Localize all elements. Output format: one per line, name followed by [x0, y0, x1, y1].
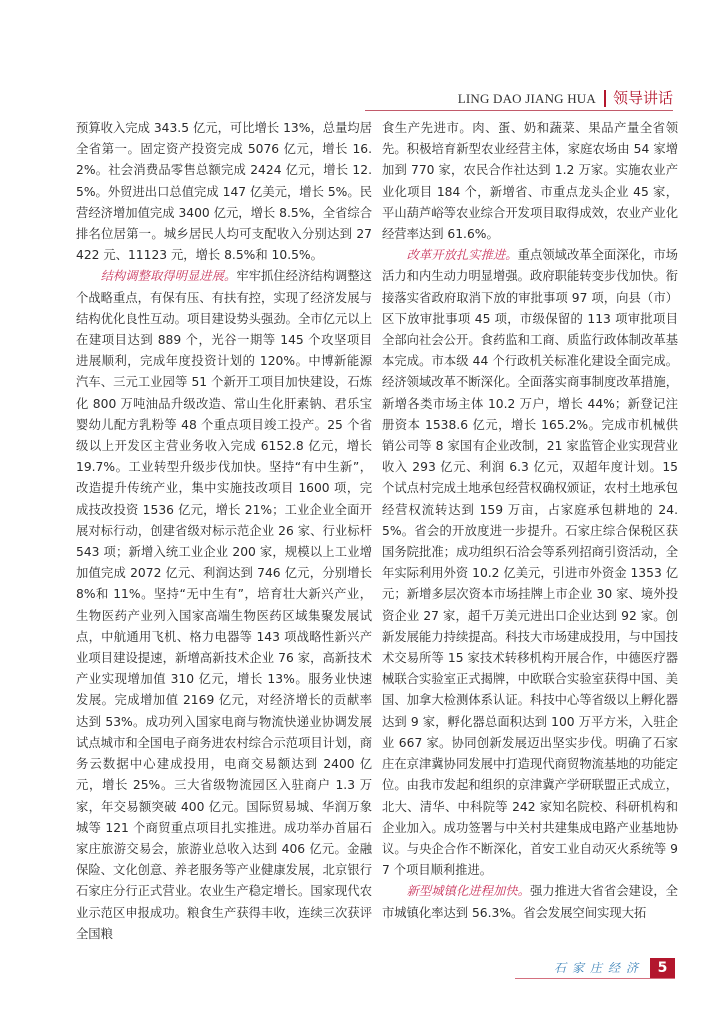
running-footer — [515, 958, 675, 979]
paragraph: 预算收入完成 343.5 亿元，可比增长 13%，总量均居全省第一。固定资产投资完成 5076 亿元，增长 16.2%。社会消费品零售总额完成 2424 亿元，增长 12.5%。外贸进出口总值完成 147 亿美元，增长 5%。民营经济增加值完成 3400 亿元，增长 8.5%，全省综合排名位居第一。城乡居民人均可支配收入分别达到 27422 元、11123 元，增长 8.5%和 10.5%。 — [76, 121, 372, 263]
paragraph-body: 牢牢抓住经济结构调整这个战略重点，有保有压、有扶有控，实现了经济发展与结构优化良性互动。项目建设势头强劲。全市亿元以上在建项目达到 889 个，光谷一期等 145 个攻坚项目进展顺利，完成年度投资计划的 120%。中博新能源汽车、三元工业园等 51 个新开工项目加快建设，石炼化 800 万吨油品升级改造、常山生化肝素钠、君乐宝婴幼儿配方乳粉等 48 个重点项目竣工投产。25 个省级以上开发区主营业务收入完成 6152.8 亿元，增长 19.7%。工业转型升级步伐加快。坚持“有中生新”，改造提升传统产业，集中实施技改项目 1600 项，完成技改投资 1536 亿元，增长 21%；工业企业全面开展对标行动，创建省级对标示范企业 26 家、行业标杆 543 项；新增入统工业企业 200 家，规模以上工业增加值完成 2072 亿元、利润达到 746 亿元，分别增长 8%和 11%。坚持“无中生有”，培育壮大新兴产业，生物医药产业列入国家高端生物医药区域集聚发展试点，中航通用飞机、格力电器等 143 项战略性新兴产业项目建设提速，新增高新技术企业 76 家，高新技术产业实现增加值 310 亿元，增长 13%。服务业快速发展。完成增加值 2169 亿元，对经济增长的贡献率达到 53%。成功列入国家电商与物流快递业协调发展试点城市和全国电子商务进农村综合示范项目计划，商务云数据中心建成投用，电商交易额达到 2400 亿元，增长 25%。三大省级物流园区入驻商户 1.3 万家，年交易额突破 400 亿元。国际贸易城、华润万象城等 121 个商贸重点项目扎实推进。成功举办首届石家庄旅游交易会，旅游业总收入达到 406 亿元。金融保险、文化创意、养老服务等产业健康发展，北京银行石家庄分行正式营业。农业生产稳定增长。国家现代农业示范区申报成功。粮食生产获得丰收，连续三次获评全国粮 — [76, 269, 372, 941]
paragraph — [382, 245, 678, 881]
section-title-pinyin: LING DAO JIANG HUA — [457, 91, 596, 106]
paragraph-lead-heading: 改革开放扎实推进。 — [406, 248, 518, 263]
paragraph-lead-heading: 新型城镇化进程加快。 — [406, 884, 530, 899]
section-title: 领导讲话 — [612, 89, 673, 107]
right-column — [382, 118, 678, 924]
paragraph — [382, 881, 678, 923]
running-header — [365, 88, 673, 111]
paragraph-lead-heading: 结构调整取得明显进展。 — [100, 269, 237, 284]
publication-name: 石家庄经济 — [553, 961, 644, 975]
paragraph-body: 重点领域改革全面深化，市场活力和内生动力明显增强。政府职能转变步伐加快。衔接落实省政府取消下放的审批事项 97 项，向县（市）区下放审批事项 45 项，市级保留的 113 项审批项目全部向社会公开。食药监和工商、质监行政体制改革基本完成。市本级 44 个行政机关标准化建设全面完成。经济领域改革不断深化。全面落实商事制度改革措施，新增各类市场主体 10.2 万户，增长 44%；新登记注册资本 1538.6 亿元，增长 165.2%。完成市机械供销公司等 8 家国有企业改制，21 家监管企业实现营业收入 293 亿元、利润 6.3 亿元，双超年度计划。15 个试点村完成土地承包经营权确权颁证，农村土地承包经营权流转达到 159 万亩，占家庭承包耕地的 24.5%。省会的开放度进一步提升。石家庄综合保税区获国务院批准；成功组织石洽会等系列招商引资活动，全年实际利用外资 10.2 亿美元，引进市外资金 1353 亿元；新增多层次资本市场挂牌上市企业 30 家、境外投资企业 27 家，超千万美元进出口企业达到 92 家。创新发展能力持续提高。科技大市场建成投用，与中国技术交易所等 15 家技术转移机构开展合作，中德医疗器械联合实验室正式揭牌，中欧联合实验室获得中国、美国、加拿大检测体系认证。科技中心等省级以上孵化器达到 9 家，孵化器总面积达到 100 万平方米，入驻企业 667 家。协同创新发展迈出坚实步伐。明确了石家庄在京津冀协同发展中打造现代商贸物流基地的功能定位。由我市发起和组织的京津冀产学研联盟正式成立，北大、清华、中科院等 242 家知名院校、科研机构和企业加入。成功签署与中关村共建集成电路产业基地协议。与央企合作不断深化，首安工业自动灭火系统等 97 个项目顺利推进。 — [382, 248, 678, 878]
left-column — [76, 118, 372, 945]
paragraph — [76, 266, 372, 945]
header-divider — [604, 90, 606, 107]
paragraph: 食生产先进市。肉、蛋、奶和蔬菜、果品产量全省领先。积极培育新型农业经营主体，家庭农场由 54 家增加到 770 家，农民合作社达到 1.2 万家。实施农业产业化项目 184 个，新增省、市重点龙头企业 45 家，平山葫芦峪等农业综合开发项目取得成效，农业产业化经营率达到 61.6%。 — [382, 121, 678, 242]
page-number: 5 — [650, 958, 675, 978]
paragraph-body: 强力推进大省省会建设，全市城镇化率达到 56.3%。省会发展空间实现大拓 — [382, 884, 678, 920]
